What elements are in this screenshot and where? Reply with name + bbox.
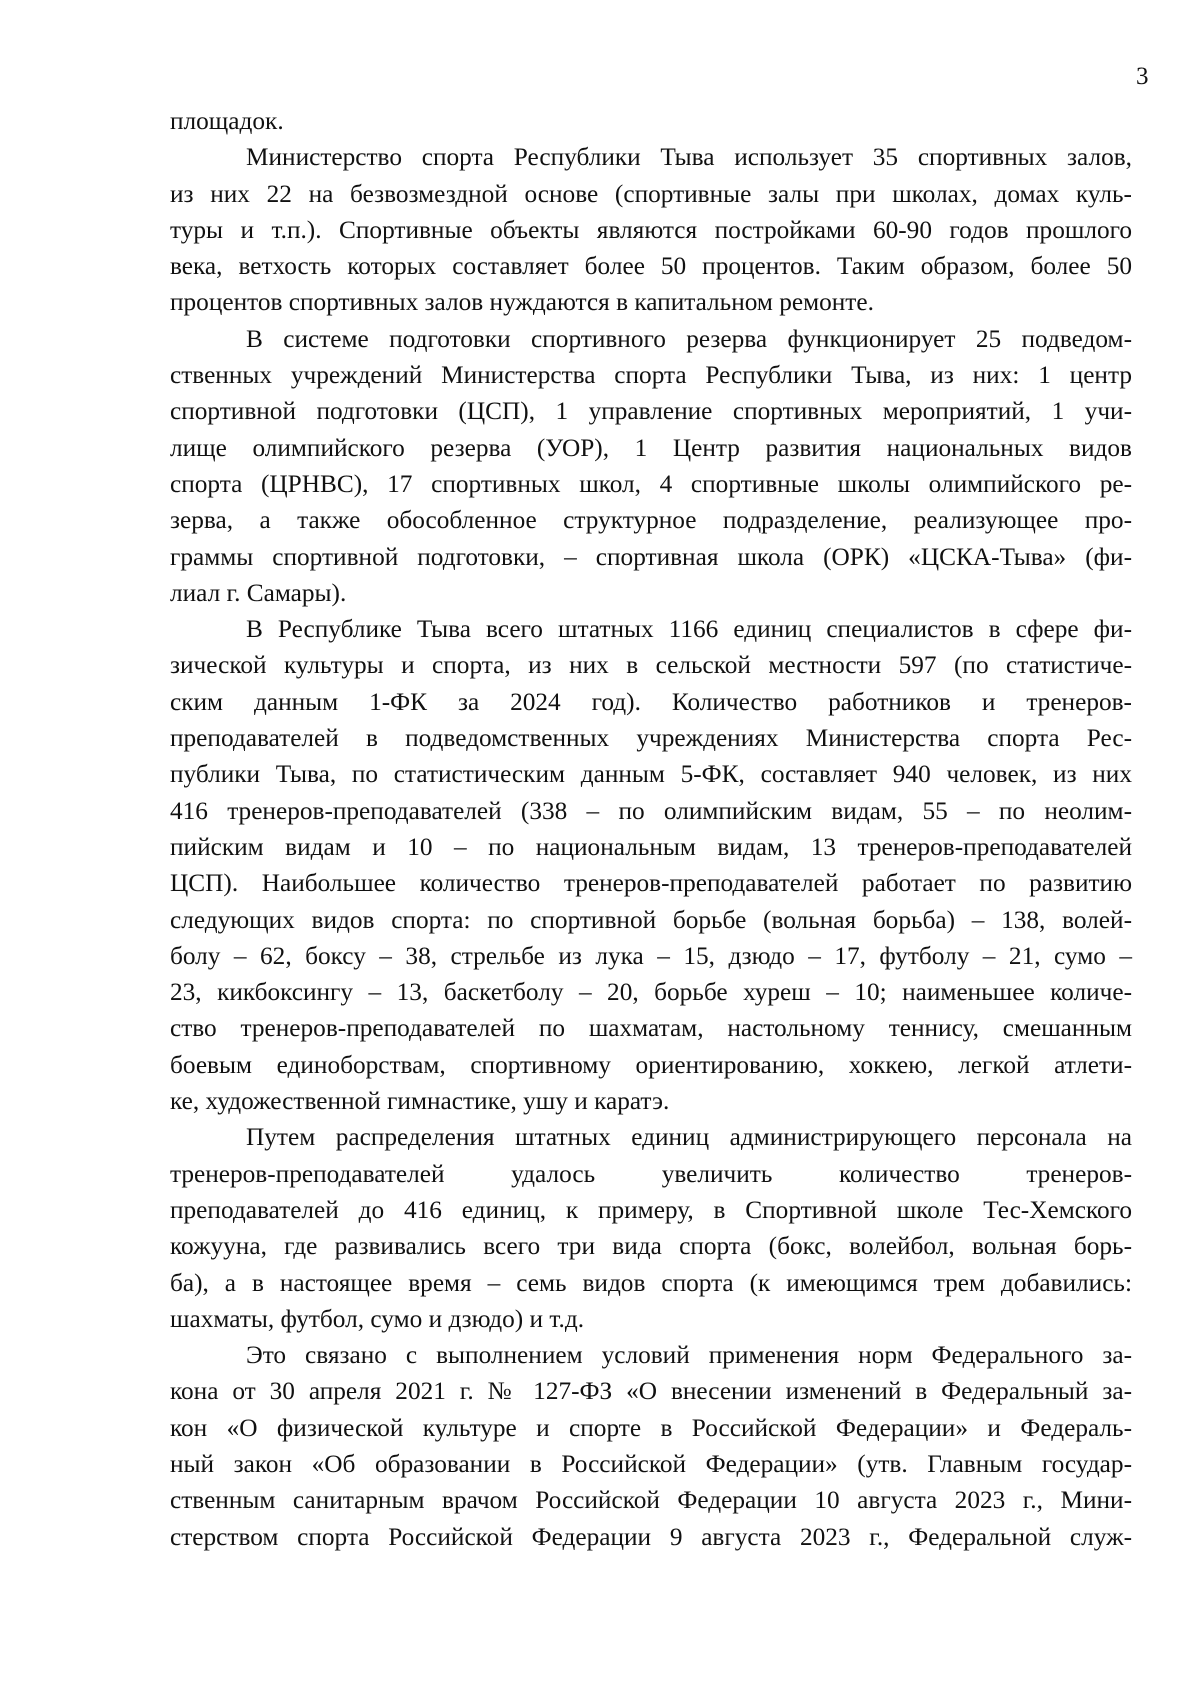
- text-line: лиал г. Самары).: [170, 578, 347, 607]
- text-line: боевым единоборствам, спортивному ориентированию, хоккею, легкой атлети-: [170, 1050, 1132, 1079]
- text-line: кожууна, где развивались всего три вида спорта (бокс, волейбол, вольная борь-: [170, 1232, 1132, 1261]
- text-line: Министерство спорта Республики Тыва использует 35 спортивных залов,: [246, 143, 1132, 172]
- text-line: шахматы, футбол, сумо и дзюдо) и т.д.: [170, 1304, 585, 1333]
- text-line: публики Тыва, по статистическим данным 5-ФК, составляет 940 человек, из них: [170, 760, 1132, 789]
- page-number: 3: [1136, 63, 1149, 90]
- text-line: спортивной подготовки (ЦСП), 1 управление спортивных мероприятий, 1 учи-: [170, 397, 1132, 426]
- text-line: 23, кикбоксингу – 13, баскетболу – 20, борьбе хуреш – 10; наименьшее количе-: [170, 978, 1132, 1007]
- text-line: ный закон «Об образовании в Российской Федерации» (утв. Главным государ-: [170, 1449, 1132, 1478]
- text-line: кона от 30 апреля 2021 г. № 127-ФЗ «О внесении изменений в Федеральный за-: [170, 1377, 1132, 1406]
- text-line: Это связано с выполнением условий применения норм Федерального за-: [246, 1341, 1132, 1370]
- paragraph: [170, 103, 1132, 139]
- text-line: ственных учреждений Министерства спорта Республики Тыва, из них: 1 центр: [170, 361, 1132, 390]
- text-line: процентов спортивных залов нуждаются в капитальном ремонте.: [170, 288, 874, 317]
- paragraph: [170, 139, 1132, 320]
- text-line: болу – 62, боксу – 38, стрельбе из лука – 15, дзюдо – 17, футболу – 21, сумо –: [170, 941, 1132, 970]
- text-line: тренеров-преподавателей удалось увеличить количество тренеров-: [170, 1159, 1132, 1188]
- text-line: пийским видам и 10 – по национальным видам, 13 тренеров-преподавателей: [170, 832, 1132, 861]
- text-line: из них 22 на безвозмездной основе (спортивные залы при школах, домах куль-: [170, 179, 1132, 208]
- text-line: зической культуры и спорта, из них в сельской местности 597 (по статистиче-: [170, 651, 1132, 680]
- paragraph: [170, 321, 1132, 611]
- text-line: кон «О физической культуре и спорте в Российской Федерации» и Федераль-: [170, 1413, 1132, 1442]
- text-line: спорта (ЦРНВС), 17 спортивных школ, 4 спортивные школы олимпийского ре-: [170, 469, 1132, 498]
- paragraph: [170, 611, 1132, 1119]
- text-line: зерва, а также обособленное структурное подразделение, реализующее про-: [170, 506, 1132, 535]
- text-line: Путем распределения штатных единиц администрирующего персонала на: [246, 1123, 1132, 1152]
- text-line: площадок.: [170, 107, 284, 135]
- text-line: лище олимпийского резерва (УОР), 1 Центр развития национальных видов: [170, 433, 1132, 462]
- text-line: ЦСП). Наибольшее количество тренеров-преподавателей работает по развитию: [170, 869, 1132, 898]
- text-line: следующих видов спорта: по спортивной борьбе (вольная борьба) – 138, волей-: [170, 905, 1132, 934]
- document-body: [170, 103, 1132, 1555]
- text-line: ским данным 1-ФК за 2024 год). Количество работников и тренеров-: [170, 687, 1132, 716]
- text-line: ственным санитарным врачом Российской Федерации 10 августа 2023 г., Мини-: [170, 1486, 1132, 1515]
- text-line: 416 тренеров-преподавателей (338 – по олимпийским видам, 55 – по неолим-: [170, 796, 1132, 825]
- text-line: В Республике Тыва всего штатных 1166 единиц специалистов в сфере фи-: [246, 615, 1132, 644]
- text-line: стерством спорта Российской Федерации 9 августа 2023 г., Федеральной служ-: [170, 1522, 1132, 1551]
- text-line: В системе подготовки спортивного резерва функционирует 25 подведом-: [246, 324, 1132, 353]
- text-line: туры и т.п.). Спортивные объекты являются постройками 60-90 годов прошлого: [170, 215, 1132, 244]
- text-line: века, ветхость которых составляет более 50 процентов. Таким образом, более 50: [170, 252, 1132, 281]
- text-line: граммы спортивной подготовки, – спортивная школа (ОРК) «ЦСКА-Тыва» (фи-: [170, 542, 1132, 571]
- text-line: ба), а в настоящее время – семь видов спорта (к имеющимся трем добавились:: [170, 1268, 1132, 1297]
- text-line: ке, художественной гимнастике, ушу и каратэ.: [170, 1087, 670, 1116]
- paragraph: [170, 1119, 1132, 1337]
- paragraph: [170, 1337, 1132, 1555]
- text-line: преподавателей в подведомственных учреждениях Министерства спорта Рес-: [170, 724, 1132, 753]
- text-line: ство тренеров-преподавателей по шахматам, настольному теннису, смешанным: [170, 1014, 1132, 1043]
- text-line: преподавателей до 416 единиц, к примеру, в Спортивной школе Тес-Хемского: [170, 1195, 1132, 1224]
